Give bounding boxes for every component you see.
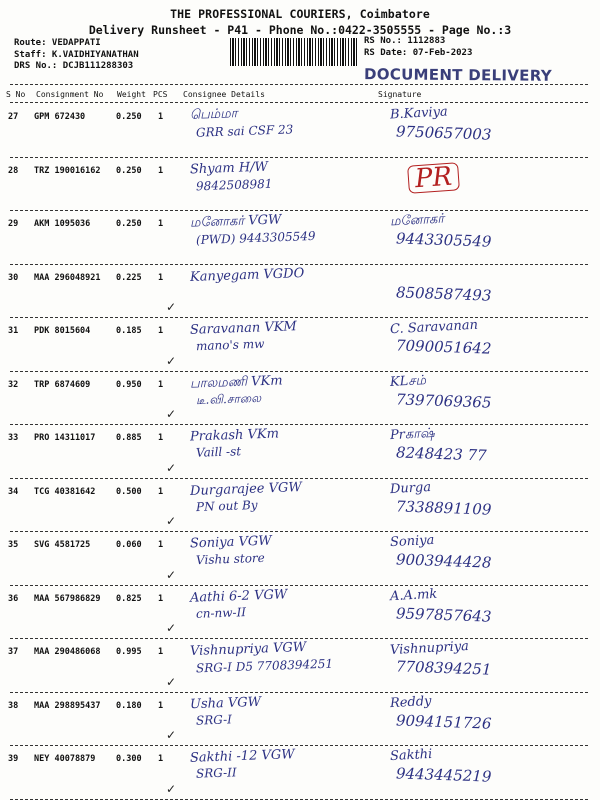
rs-date: RS Date: 07-Feb-2023 <box>364 47 473 58</box>
consignment-number: PRO 14311017 <box>34 433 96 443</box>
barcode <box>230 38 358 66</box>
tick-mark-icon: ✓ <box>166 781 177 796</box>
company-title: THE PROFESSIONAL COURIERS, Coimbatore <box>170 7 430 21</box>
weight-value: 0.300 <box>116 754 142 764</box>
serial-number: 28 <box>8 165 19 176</box>
serial-number: 38 <box>8 700 19 711</box>
weight-value: 0.250 <box>116 219 142 229</box>
weight-value: 0.950 <box>116 379 142 390</box>
row-divider <box>10 799 588 800</box>
table-row <box>10 693 588 747</box>
consignee-name: Durgarajee VGW <box>189 479 302 499</box>
signature-phone: 7708394251 <box>395 657 492 679</box>
tick-mark-icon: ✓ <box>166 300 177 314</box>
signature-name: Durga <box>389 479 432 497</box>
weight-value: 0.500 <box>116 486 142 497</box>
consignee-name: Shyam H/W <box>189 159 269 177</box>
table-row <box>10 158 588 212</box>
consignee-address: SRG-II <box>195 765 237 781</box>
pieces-count: 1 <box>158 112 164 122</box>
serial-number: 34 <box>8 486 19 497</box>
table-row <box>10 104 588 158</box>
tick-mark-icon: ✓ <box>166 460 177 475</box>
col-weight: Weight <box>117 90 146 99</box>
signature-name: மனோகர் <box>389 211 445 230</box>
table-row <box>10 479 588 533</box>
serial-number: 32 <box>8 379 19 390</box>
signature-phone: 8508587493 <box>395 282 492 305</box>
consignee-name: Prakash VKm <box>189 426 280 445</box>
tick-mark-icon: ✓ <box>166 621 177 635</box>
consignee-name: மனோகர் VGW <box>189 212 282 231</box>
pieces-count: 1 <box>158 540 164 550</box>
consignee-name: Saravanan VKM <box>189 319 297 338</box>
signature-phone: 8248423 77 <box>395 443 487 465</box>
signature-name: B.Kaviya <box>389 104 449 123</box>
col-sno: S No <box>6 90 26 99</box>
serial-number: 30 <box>8 272 19 283</box>
consignee-name: Soniya VGW <box>189 533 272 552</box>
pieces-count: 1 <box>158 754 164 764</box>
consignment-number: MAA 296048921 <box>34 272 101 283</box>
tick-mark-icon: ✓ <box>166 567 177 582</box>
weight-value: 0.060 <box>116 540 142 550</box>
consignment-number: SVG 4581725 <box>34 540 91 550</box>
weight-value: 0.825 <box>116 593 142 604</box>
serial-number: 37 <box>8 647 19 657</box>
weight-value: 0.250 <box>116 112 142 122</box>
signature-phone: 9003944428 <box>395 550 492 572</box>
consignee-address: (PWD) 9443305549 <box>195 228 316 248</box>
signature-phone: 9597857643 <box>395 603 492 626</box>
tick-mark-icon: ✓ <box>166 674 177 689</box>
pieces-count: 1 <box>158 700 164 711</box>
tick-mark-icon: ✓ <box>166 514 177 528</box>
pr-stamp: PR <box>407 162 460 193</box>
serial-number: 27 <box>8 112 19 122</box>
pieces-count: 1 <box>158 219 164 229</box>
signature-name: Soniya <box>389 532 435 551</box>
consignee-name: பாலமணி VKm <box>189 372 283 392</box>
signature-phone: 7397069365 <box>395 389 492 412</box>
consignee-address: டீ.வி.சாலை <box>195 390 262 407</box>
signature-phone: 7090051642 <box>395 336 492 358</box>
serial-number: 31 <box>8 326 19 336</box>
table-row <box>10 532 588 586</box>
signature-name: Reddy <box>389 693 432 711</box>
consignee-name: Usha VGW <box>189 694 262 712</box>
table-row <box>10 639 588 693</box>
signature-name: Vishnupriya <box>389 638 470 659</box>
consignment-number: AKM 1095036 <box>34 219 91 229</box>
route-info <box>14 38 139 73</box>
table-row <box>10 211 588 265</box>
table-row <box>10 265 588 319</box>
serial-number: 29 <box>8 219 19 229</box>
col-consignee: Consignee Details <box>183 90 265 99</box>
document-delivery-stamp: DOCUMENT DELIVERY <box>363 65 553 85</box>
runsheet-title: Delivery Runsheet - P41 - Phone No.:0422-3505555 - Page No.:3 <box>88 23 512 37</box>
weight-value: 0.225 <box>116 272 142 283</box>
weight-value: 0.250 <box>116 165 142 176</box>
consignee-name: Aathi 6-2 VGW <box>189 586 288 606</box>
consignee-address: SRG-I D5 7708394251 <box>195 656 334 676</box>
consignee-name: Kanyegam VGDO <box>189 265 305 285</box>
tick-mark-icon: ✓ <box>166 353 177 368</box>
table-row <box>10 746 588 800</box>
staff-label: Staff: K.VAIDHIYANATHAN <box>14 49 139 60</box>
signature-name: Prகாஷ் <box>389 425 435 444</box>
consignment-number: PDK 8015604 <box>34 326 91 336</box>
consignment-number: MAA 290486068 <box>34 647 101 657</box>
rs-info <box>364 36 472 59</box>
header-top-rule <box>10 84 588 85</box>
consignment-number: MAA 298895437 <box>34 700 101 711</box>
pieces-count: 1 <box>158 272 164 283</box>
weight-value: 0.180 <box>116 700 142 711</box>
consignee-address: cn-nw-II <box>195 604 247 621</box>
consignee-name: Sakthi -12 VGW <box>189 747 295 766</box>
weight-value: 0.185 <box>116 326 142 336</box>
consignee-name: Vishnupriya VGW <box>189 639 307 660</box>
signature-name: Sakthi <box>389 746 433 765</box>
pieces-count: 1 <box>158 433 164 443</box>
pieces-count: 1 <box>158 593 164 604</box>
table-row <box>10 425 588 479</box>
tick-mark-icon: ✓ <box>166 407 177 421</box>
consignment-number: MAA 567986829 <box>34 593 101 604</box>
table-row <box>10 586 588 640</box>
consignment-number: NEY 40078879 <box>34 754 96 764</box>
serial-number: 39 <box>8 754 19 764</box>
weight-value: 0.885 <box>116 433 142 443</box>
table-row <box>10 372 588 426</box>
table-row <box>10 318 588 372</box>
serial-number: 33 <box>8 433 19 443</box>
consignment-number: TRP 6874609 <box>34 379 91 390</box>
tick-mark-icon: ✓ <box>166 728 177 742</box>
consignee-address: Vaill -st <box>195 444 242 460</box>
drs-label: DRS No.: DCJB111288303 <box>14 61 134 71</box>
col-consignment: Consignment No <box>36 90 104 99</box>
pieces-count: 1 <box>158 165 164 176</box>
pieces-count: 1 <box>158 326 164 336</box>
pieces-count: 1 <box>158 647 164 657</box>
consignee-address: mano's mw <box>195 336 265 354</box>
signature-phone: 9094151726 <box>395 710 492 733</box>
serial-number: 36 <box>8 593 19 604</box>
serial-number: 35 <box>8 540 19 550</box>
consignee-address: 9842508981 <box>195 176 273 193</box>
signature-phone: 9443445219 <box>395 764 492 786</box>
header-bottom-rule <box>10 102 588 103</box>
consignment-number: GPM 672430 <box>34 112 86 122</box>
signature-phone: 7338891109 <box>395 496 492 519</box>
consignee-address: SRG-I <box>195 711 233 728</box>
weight-value: 0.995 <box>116 647 142 657</box>
signature-name: A.A.mk <box>389 586 438 604</box>
signature-phone: 9750657003 <box>395 122 492 144</box>
consignee-name: பெம்மா <box>189 106 238 123</box>
pieces-count: 1 <box>158 379 164 390</box>
signature-name: C. Saravanan <box>389 317 479 338</box>
consignment-number: TRZ 190016162 <box>34 165 101 176</box>
route-label: Route: VEDAPPATI <box>14 38 101 48</box>
rs-number: RS No.: 1112883 <box>364 36 446 46</box>
consignee-address: Vishu store <box>195 550 265 568</box>
col-pcs: PCS <box>153 90 168 99</box>
pieces-count: 1 <box>158 486 164 497</box>
consignee-address: GRR sai CSF 23 <box>195 122 294 140</box>
signature-name: KLசம் <box>389 372 427 390</box>
col-signature: Signature <box>378 90 422 99</box>
consignment-number: TCG 40381642 <box>34 486 96 497</box>
signature-phone: 9443305549 <box>395 229 492 251</box>
consignee-address: PN out By <box>195 497 258 514</box>
